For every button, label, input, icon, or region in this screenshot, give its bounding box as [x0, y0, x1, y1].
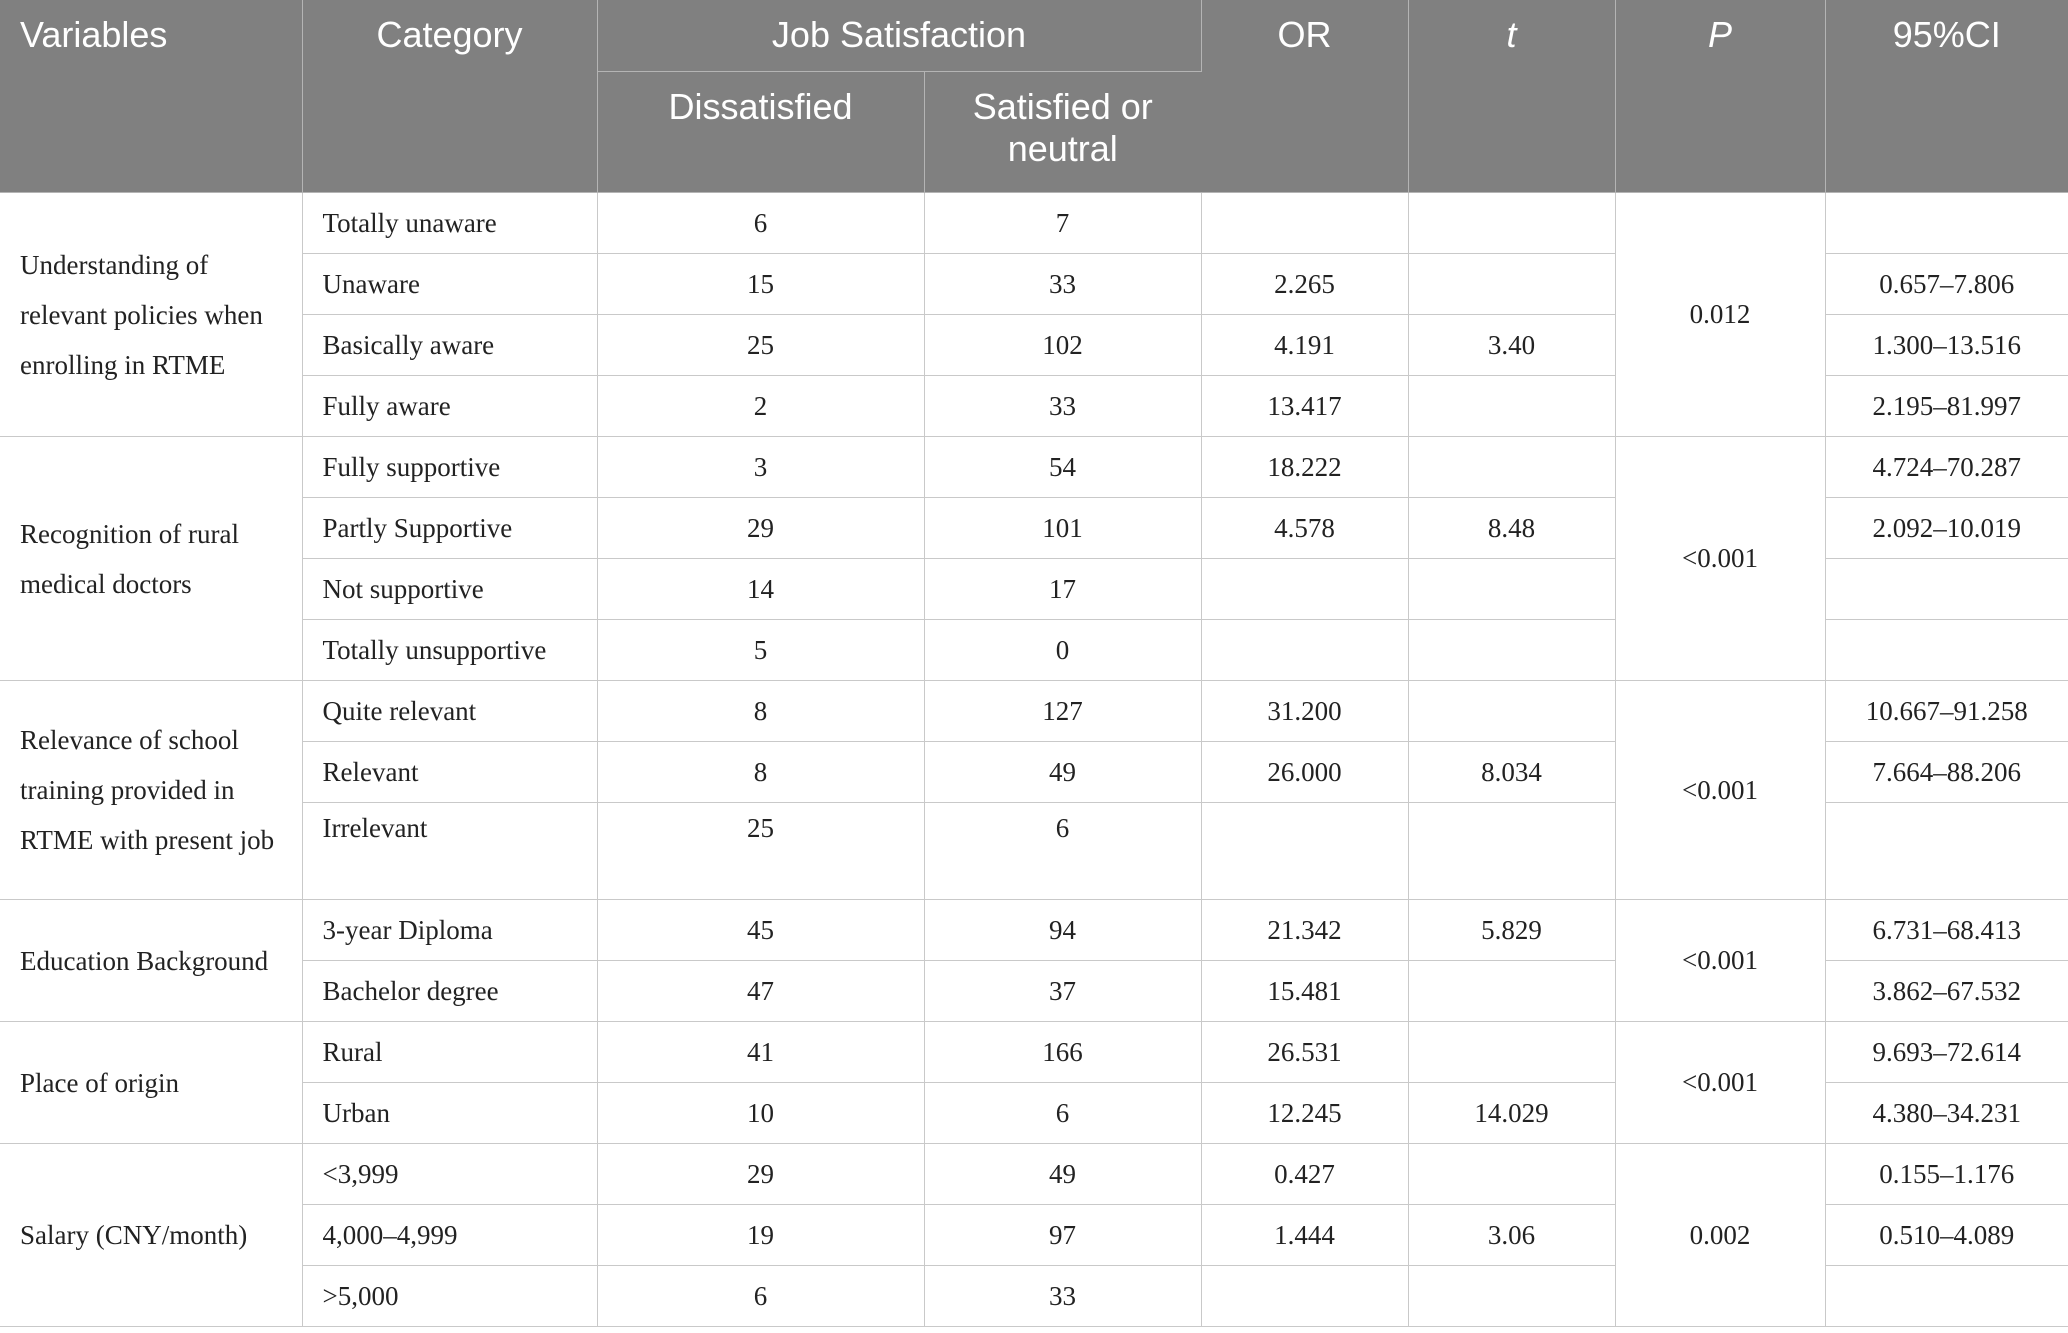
satisfied-count-cell: 0: [924, 620, 1201, 681]
dissatisfied-count-cell: 14: [597, 559, 924, 620]
category-cell: Fully aware: [302, 376, 597, 437]
variable-cell: Understanding of relevant policies when enrolling in RTME: [0, 193, 302, 437]
category-cell: Partly Supportive: [302, 498, 597, 559]
ci-cell: 1.300–13.516: [1825, 315, 2068, 376]
category-cell: Urban: [302, 1083, 597, 1144]
satisfied-count-cell: 54: [924, 437, 1201, 498]
table-row: [0, 437, 2068, 498]
dissatisfied-count-cell: 19: [597, 1205, 924, 1266]
ci-cell: 2.092–10.019: [1825, 498, 2068, 559]
variable-cell: Place of origin: [0, 1022, 302, 1144]
or-cell: [1201, 803, 1408, 900]
p-value-cell: <0.001: [1615, 900, 1825, 1022]
or-cell: 2.265: [1201, 254, 1408, 315]
t-cell: [1408, 803, 1615, 900]
dissatisfied-count-cell: 10: [597, 1083, 924, 1144]
or-cell: [1201, 559, 1408, 620]
header-variables: Variables: [0, 0, 302, 193]
header-ci: 95%CI: [1825, 0, 2068, 193]
table-body: [0, 193, 2068, 1327]
t-cell: 3.40: [1408, 315, 1615, 376]
ci-cell: [1825, 1266, 2068, 1327]
satisfied-count-cell: 166: [924, 1022, 1201, 1083]
dissatisfied-count-cell: 6: [597, 1266, 924, 1327]
ci-cell: 3.862–67.532: [1825, 961, 2068, 1022]
or-cell: 21.342: [1201, 900, 1408, 961]
satisfied-count-cell: 102: [924, 315, 1201, 376]
t-cell: [1408, 193, 1615, 254]
satisfied-count-cell: 33: [924, 376, 1201, 437]
header-job-satisfaction: Job Satisfaction: [597, 0, 1201, 72]
table-row: [0, 900, 2068, 961]
or-cell: [1201, 620, 1408, 681]
t-cell: [1408, 376, 1615, 437]
category-cell: Relevant: [302, 742, 597, 803]
dissatisfied-count-cell: 29: [597, 1144, 924, 1205]
ci-cell: 4.724–70.287: [1825, 437, 2068, 498]
or-cell: 15.481: [1201, 961, 1408, 1022]
category-cell: 3-year Diploma: [302, 900, 597, 961]
or-cell: 18.222: [1201, 437, 1408, 498]
t-cell: 8.034: [1408, 742, 1615, 803]
dissatisfied-count-cell: 47: [597, 961, 924, 1022]
dissatisfied-count-cell: 45: [597, 900, 924, 961]
category-cell: Fully supportive: [302, 437, 597, 498]
category-cell: >5,000: [302, 1266, 597, 1327]
satisfied-count-cell: 37: [924, 961, 1201, 1022]
satisfied-count-cell: 97: [924, 1205, 1201, 1266]
ci-cell: 2.195–81.997: [1825, 376, 2068, 437]
table-row: [0, 1022, 2068, 1083]
ci-cell: [1825, 803, 2068, 900]
header-or: OR: [1201, 0, 1408, 193]
category-cell: Quite relevant: [302, 681, 597, 742]
ci-cell: 0.155–1.176: [1825, 1144, 2068, 1205]
ci-cell: 7.664–88.206: [1825, 742, 2068, 803]
dissatisfied-count-cell: 29: [597, 498, 924, 559]
t-cell: [1408, 254, 1615, 315]
or-cell: [1201, 193, 1408, 254]
dissatisfied-count-cell: 2: [597, 376, 924, 437]
t-cell: 5.829: [1408, 900, 1615, 961]
satisfied-count-cell: 101: [924, 498, 1201, 559]
table-row: [0, 1144, 2068, 1205]
variable-cell: Salary (CNY/month): [0, 1144, 302, 1327]
header-category: Category: [302, 0, 597, 193]
dissatisfied-count-cell: 3: [597, 437, 924, 498]
dissatisfied-count-cell: 8: [597, 681, 924, 742]
p-value-cell: <0.001: [1615, 437, 1825, 681]
p-value-cell: 0.002: [1615, 1144, 1825, 1327]
dissatisfied-count-cell: 8: [597, 742, 924, 803]
header-p: P: [1615, 0, 1825, 193]
t-cell: 14.029: [1408, 1083, 1615, 1144]
category-cell: Basically aware: [302, 315, 597, 376]
t-cell: [1408, 620, 1615, 681]
or-cell: 31.200: [1201, 681, 1408, 742]
category-cell: Bachelor degree: [302, 961, 597, 1022]
dissatisfied-count-cell: 25: [597, 315, 924, 376]
or-cell: 12.245: [1201, 1083, 1408, 1144]
dissatisfied-count-cell: 25: [597, 803, 924, 900]
dissatisfied-count-cell: 15: [597, 254, 924, 315]
or-cell: 4.578: [1201, 498, 1408, 559]
or-cell: 26.000: [1201, 742, 1408, 803]
p-value-cell: <0.001: [1615, 1022, 1825, 1144]
satisfied-count-cell: 7: [924, 193, 1201, 254]
category-cell: Rural: [302, 1022, 597, 1083]
dissatisfied-count-cell: 5: [597, 620, 924, 681]
satisfied-count-cell: 17: [924, 559, 1201, 620]
category-cell: <3,999: [302, 1144, 597, 1205]
t-cell: [1408, 1144, 1615, 1205]
ci-cell: 0.657–7.806: [1825, 254, 2068, 315]
ci-cell: 10.667–91.258: [1825, 681, 2068, 742]
p-value-cell: 0.012: [1615, 193, 1825, 437]
table-row: [0, 681, 2068, 742]
header-t: t: [1408, 0, 1615, 193]
ci-cell: 6.731–68.413: [1825, 900, 2068, 961]
variable-cell: Recognition of rural medical doctors: [0, 437, 302, 681]
ci-cell: 0.510–4.089: [1825, 1205, 2068, 1266]
t-cell: 3.06: [1408, 1205, 1615, 1266]
satisfied-count-cell: 94: [924, 900, 1201, 961]
or-cell: 13.417: [1201, 376, 1408, 437]
satisfied-count-cell: 33: [924, 254, 1201, 315]
category-cell: Totally unaware: [302, 193, 597, 254]
or-cell: 0.427: [1201, 1144, 1408, 1205]
ci-cell: 9.693–72.614: [1825, 1022, 2068, 1083]
ci-cell: [1825, 193, 2068, 254]
or-cell: [1201, 1266, 1408, 1327]
table-row: [0, 193, 2068, 254]
variable-cell: Relevance of school training provided in RTME with present job: [0, 681, 302, 900]
t-cell: [1408, 1022, 1615, 1083]
variable-cell: Education Background: [0, 900, 302, 1022]
ci-cell: 4.380–34.231: [1825, 1083, 2068, 1144]
satisfied-count-cell: 49: [924, 742, 1201, 803]
or-cell: 4.191: [1201, 315, 1408, 376]
dissatisfied-count-cell: 41: [597, 1022, 924, 1083]
t-cell: [1408, 437, 1615, 498]
header-dissatisfied: Dissatisfied: [597, 72, 924, 193]
t-cell: 8.48: [1408, 498, 1615, 559]
dissatisfied-count-cell: 6: [597, 193, 924, 254]
category-cell: 4,000–4,999: [302, 1205, 597, 1266]
satisfied-count-cell: 33: [924, 1266, 1201, 1327]
t-cell: [1408, 1266, 1615, 1327]
satisfied-count-cell: 49: [924, 1144, 1201, 1205]
ci-cell: [1825, 559, 2068, 620]
t-cell: [1408, 559, 1615, 620]
t-cell: [1408, 961, 1615, 1022]
satisfied-count-cell: 6: [924, 803, 1201, 900]
category-cell: Irrelevant: [302, 803, 597, 900]
ci-cell: [1825, 620, 2068, 681]
header-satisfied-or-neutral: Satisfied or neutral: [924, 72, 1201, 193]
p-value-cell: <0.001: [1615, 681, 1825, 900]
category-cell: Totally unsupportive: [302, 620, 597, 681]
satisfied-count-cell: 127: [924, 681, 1201, 742]
category-cell: Unaware: [302, 254, 597, 315]
category-cell: Not supportive: [302, 559, 597, 620]
satisfied-count-cell: 6: [924, 1083, 1201, 1144]
t-cell: [1408, 681, 1615, 742]
or-cell: 26.531: [1201, 1022, 1408, 1083]
or-cell: 1.444: [1201, 1205, 1408, 1266]
